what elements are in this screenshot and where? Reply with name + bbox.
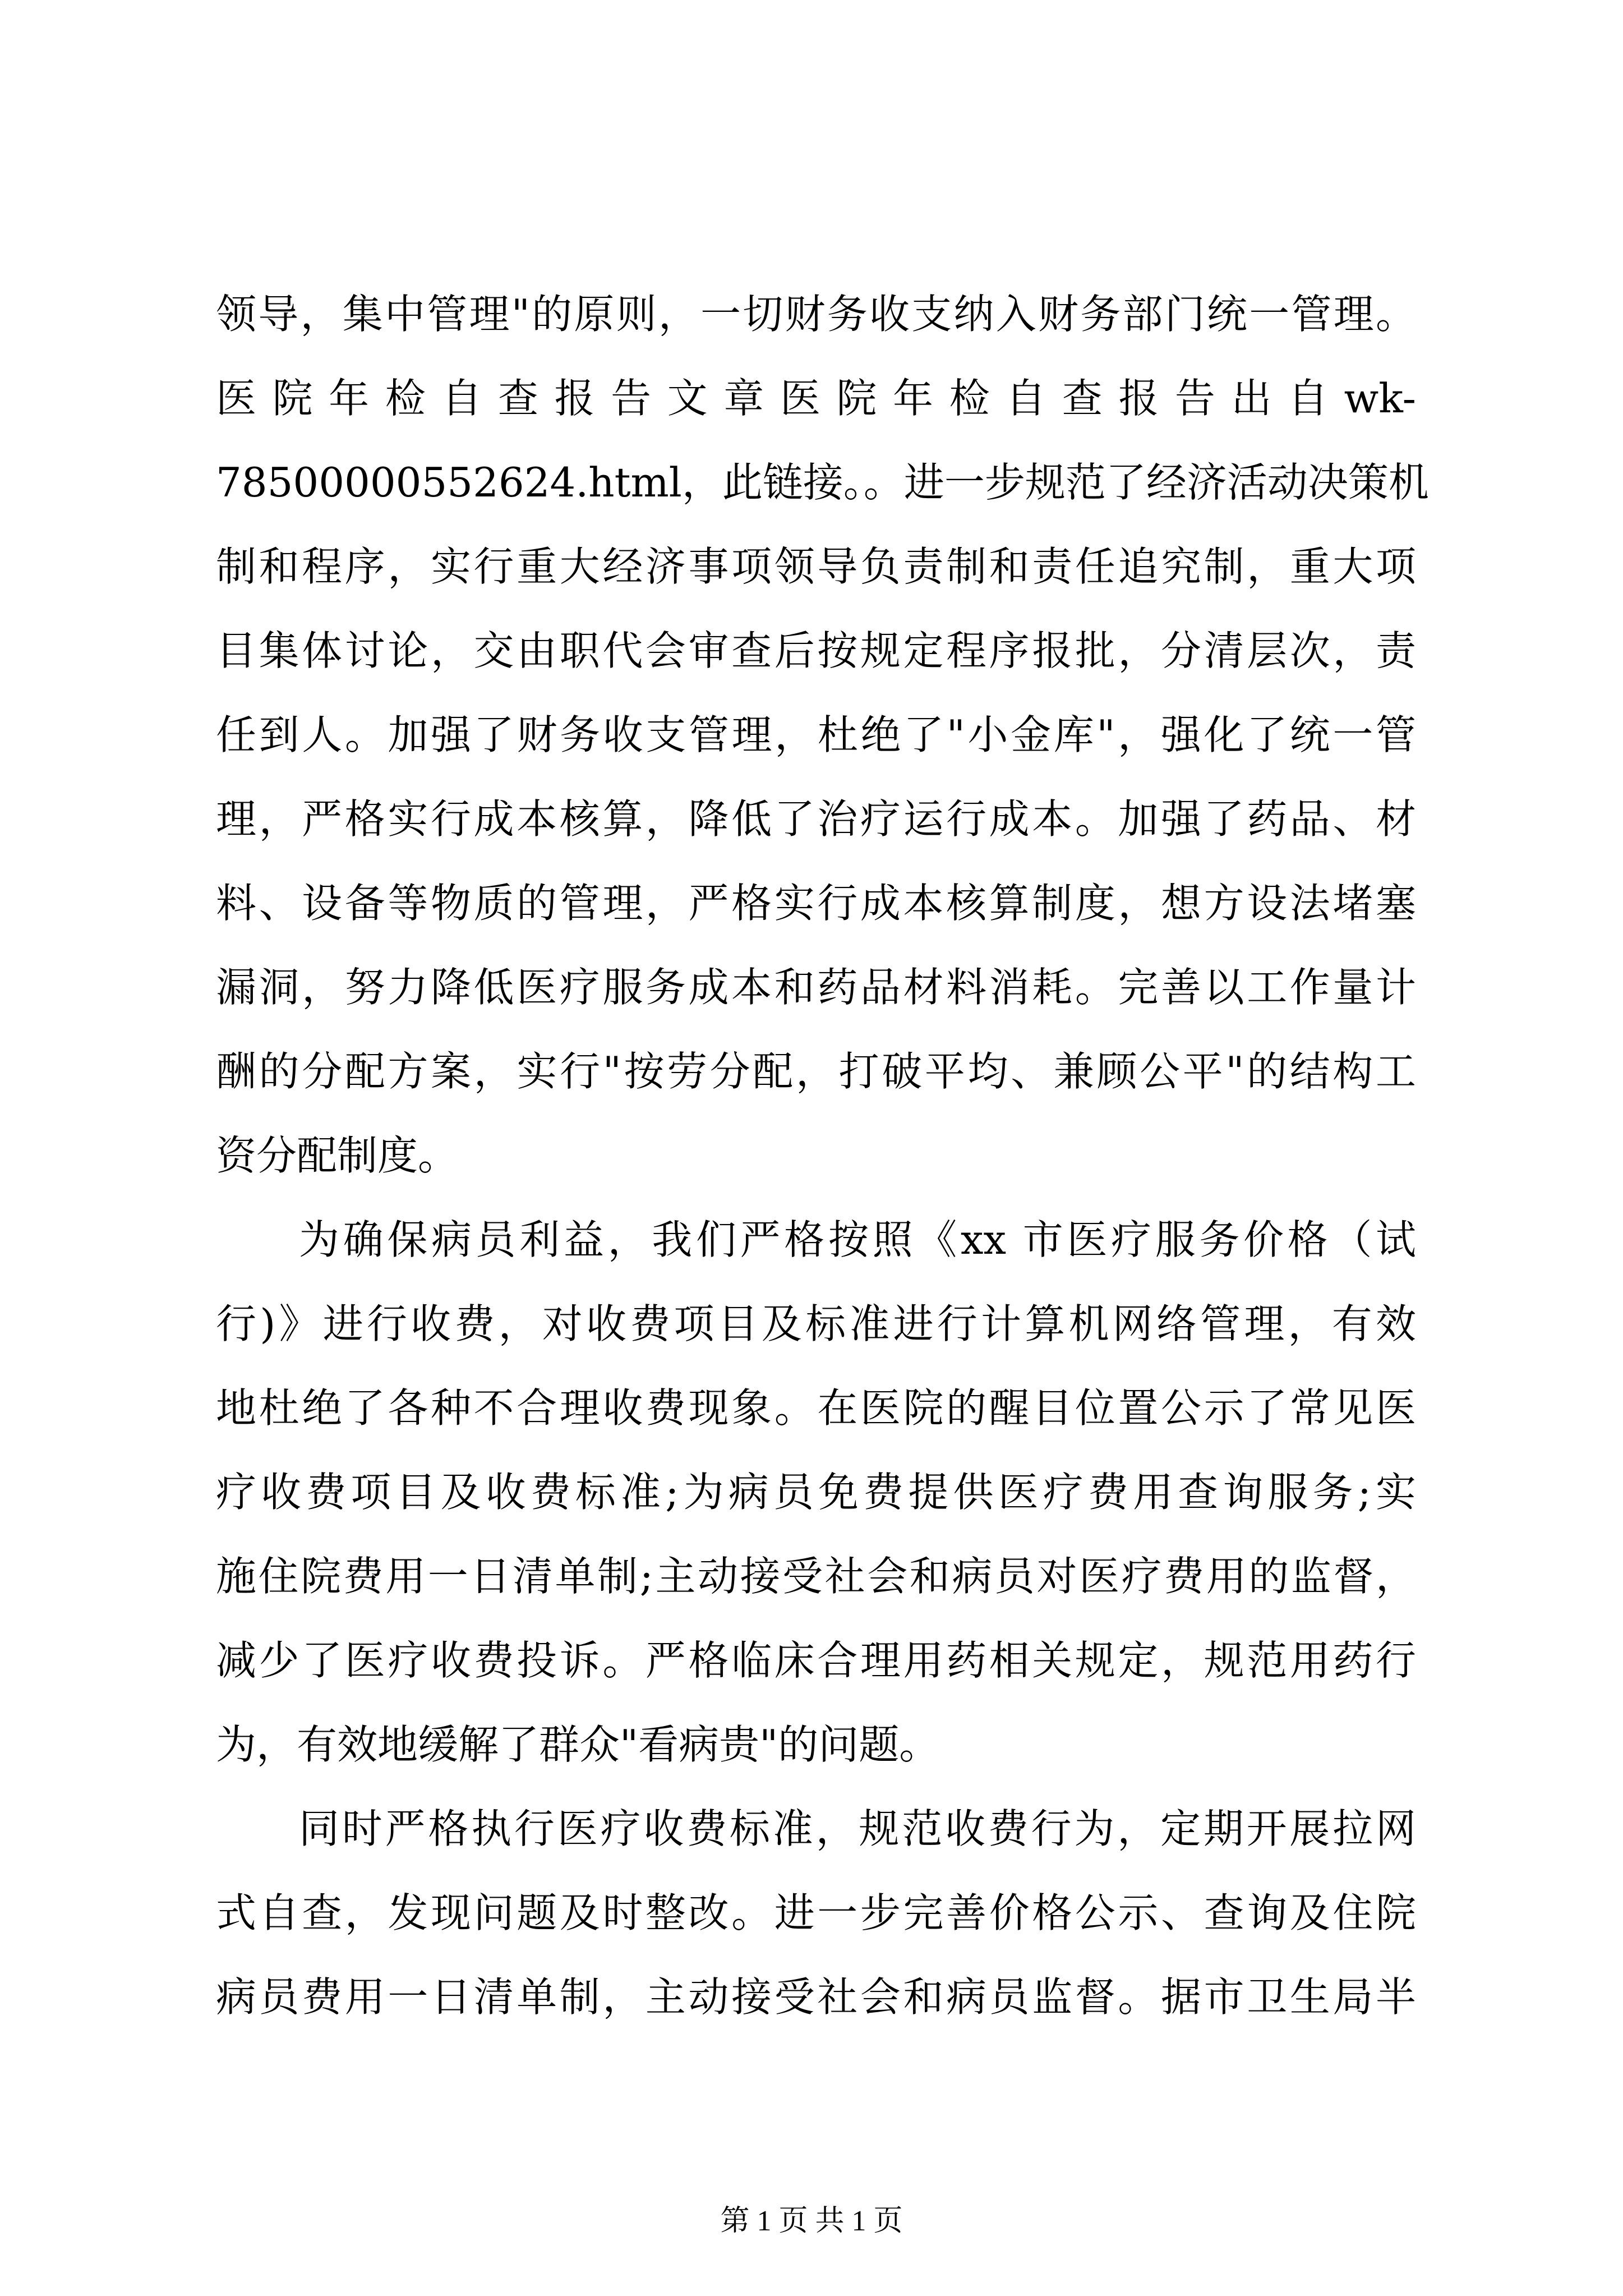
- text-line: 78500000552624.html，此链接。。进一步规范了经济活动决策机: [216, 459, 1429, 506]
- text-line: 施住院费用一日清单制;主动接受社会和病员对医疗费用的监督，: [216, 1553, 1416, 1600]
- text-line: 漏洞，努力降低医疗服务成本和药品材料消耗。完善以工作量计: [216, 964, 1416, 1011]
- text-line: 理，严格实行成本核算，降低了治疗运行成本。加强了药品、材: [216, 795, 1416, 843]
- paragraph-first-line: 同时严格执行医疗收费标准，规范收费行为，定期开展拉网: [299, 1805, 1416, 1852]
- text-line: 酬的分配方案，实行"按劳分配，打破平均、兼顾公平"的结构工: [216, 1048, 1416, 1095]
- text-line: 领导，集中管理"的原则，一切财务收支纳入财务部门统一管理。: [216, 291, 1416, 338]
- text-line: 为，有效地缓解了群众"看病贵"的问题。: [216, 1721, 940, 1768]
- text-line: 医 院 年 检 自 查 报 告 文 章 医 院 年 检 自 查 报 告 出 自 wk-: [216, 375, 1416, 422]
- text-line: 目集体讨论，交由职代会审查后按规定程序报批，分清层次，责: [216, 627, 1416, 674]
- text-line: 行)》进行收费，对收费项目及标准进行计算机网络管理，有效: [216, 1300, 1416, 1347]
- text-line: 资分配制度。: [216, 1132, 459, 1179]
- text-line: 任到人。加强了财务收支管理，杜绝了"小金库"，强化了统一管: [216, 711, 1416, 758]
- page-footer: 第 1 页 共 1 页: [720, 2205, 903, 2237]
- text-line: 病员费用一日清单制，主动接受社会和病员监督。据市卫生局半: [216, 1973, 1416, 2021]
- text-line: 料、设备等物质的管理，严格实行成本核算制度，想方设法堵塞: [216, 880, 1416, 927]
- text-line: 减少了医疗收费投诉。严格临床合理用药相关规定，规范用药行: [216, 1637, 1416, 1684]
- text-line: 疗收费项目及收费标准;为病员免费提供医疗费用查询服务;实: [216, 1469, 1416, 1516]
- text-line: 式自查，发现问题及时整改。进一步完善价格公示、查询及住院: [216, 1889, 1416, 1936]
- text-line: 地杜绝了各种不合理收费现象。在医院的醒目位置公示了常见医: [216, 1384, 1416, 1432]
- paragraph-first-line: 为确保病员利益，我们严格按照《xx 市医疗服务价格（试: [299, 1216, 1416, 1263]
- text-line: 制和程序，实行重大经济事项领导负责制和责任追究制，重大项: [216, 543, 1416, 590]
